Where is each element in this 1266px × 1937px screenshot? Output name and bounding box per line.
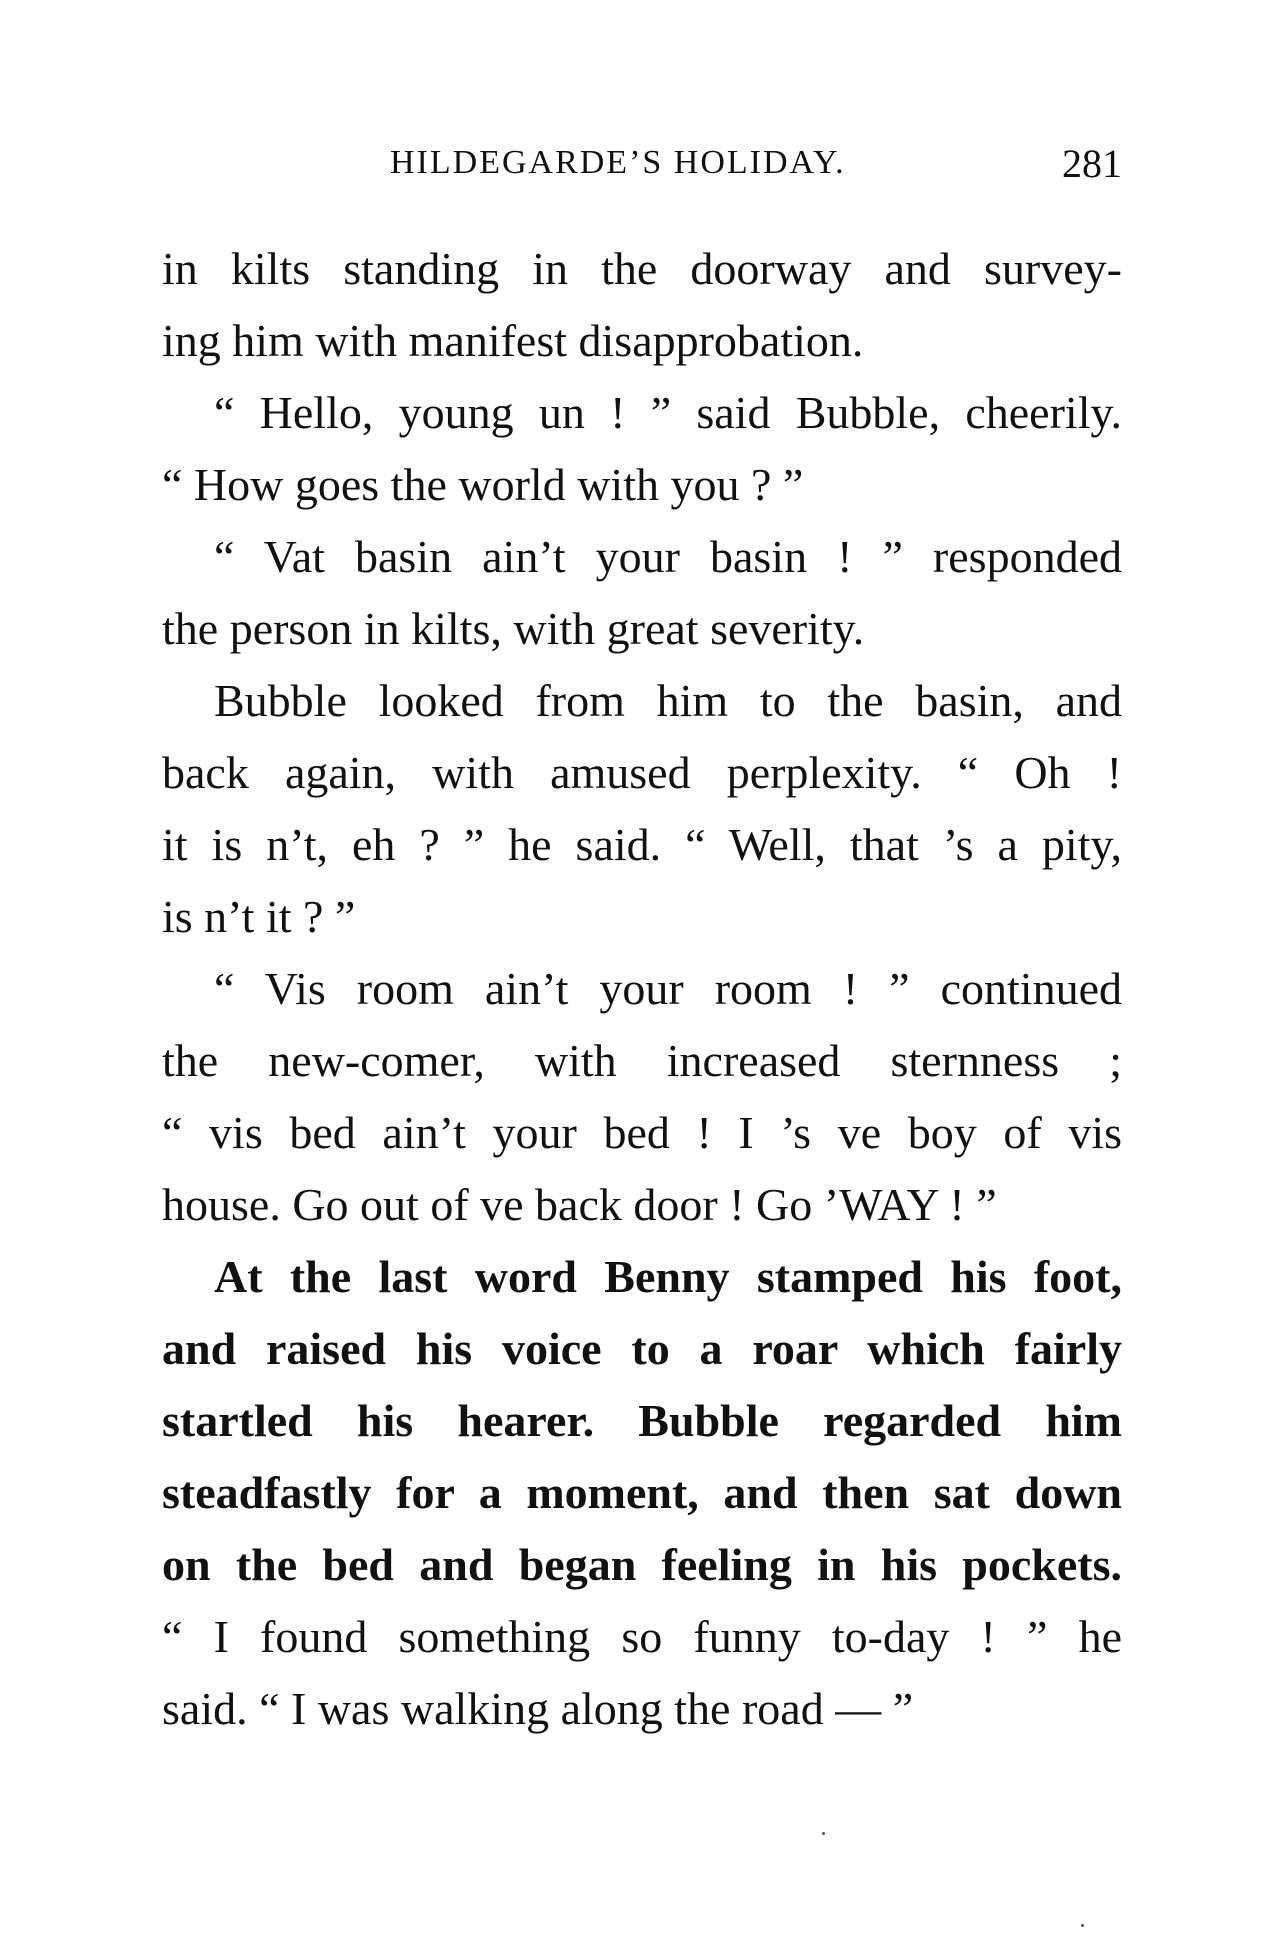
text-line: said. “ I was walking along the road — ”	[162, 1683, 914, 1734]
text-line: the person in kilts, with great severity.	[162, 603, 865, 654]
text-line: in kilts standing in the doorway and survey-	[162, 243, 1122, 294]
text-line: At the last word Benny stamped his foot,	[214, 1251, 1122, 1302]
text-line: on the bed and began feeling in his pockets.	[162, 1539, 1122, 1590]
text-line: “ Hello, young un ! ” said Bubble, cheerily.	[214, 387, 1122, 438]
text-line: it is n’t, eh ? ” he said. “ Well, that ’s a pity,	[162, 819, 1122, 870]
text-line: “ How goes the world with you ? ”	[162, 459, 804, 510]
text-line: steadfastly for a moment, and then sat down	[162, 1467, 1122, 1518]
running-head-title: HILDEGARDE’S HOLIDAY.	[390, 144, 846, 181]
text-line: is n’t it ? ”	[162, 891, 356, 942]
text-line: house. Go out of ve back door ! Go ’WAY ! ”	[162, 1179, 997, 1230]
text-line: startled his hearer. Bubble regarded him	[162, 1395, 1122, 1446]
text-line: back again, with amused perplexity. “ Oh !	[162, 747, 1122, 798]
text-line: and raised his voice to a roar which fairly	[162, 1323, 1122, 1374]
text-line: “ Vat basin ain’t your basin ! ” responded	[214, 531, 1122, 582]
text-line: Bubble looked from him to the basin, and	[214, 675, 1122, 726]
text-line: “ Vis room ain’t your room ! ” continued	[214, 963, 1122, 1014]
text-line: “ vis bed ain’t your bed ! I ’s ve boy of vis	[162, 1107, 1122, 1158]
paper-speck	[822, 1832, 825, 1835]
running-head	[162, 140, 1122, 192]
body-text	[162, 233, 1122, 1745]
text-line: ing him with manifest disapprobation.	[162, 315, 864, 366]
text-line: the new-comer, with increased sternness ;	[162, 1035, 1122, 1086]
text-line: “ I found something so funny to-day ! ” he	[162, 1611, 1122, 1662]
paper-speck	[1081, 1924, 1084, 1927]
page-number: 281	[1062, 141, 1122, 186]
